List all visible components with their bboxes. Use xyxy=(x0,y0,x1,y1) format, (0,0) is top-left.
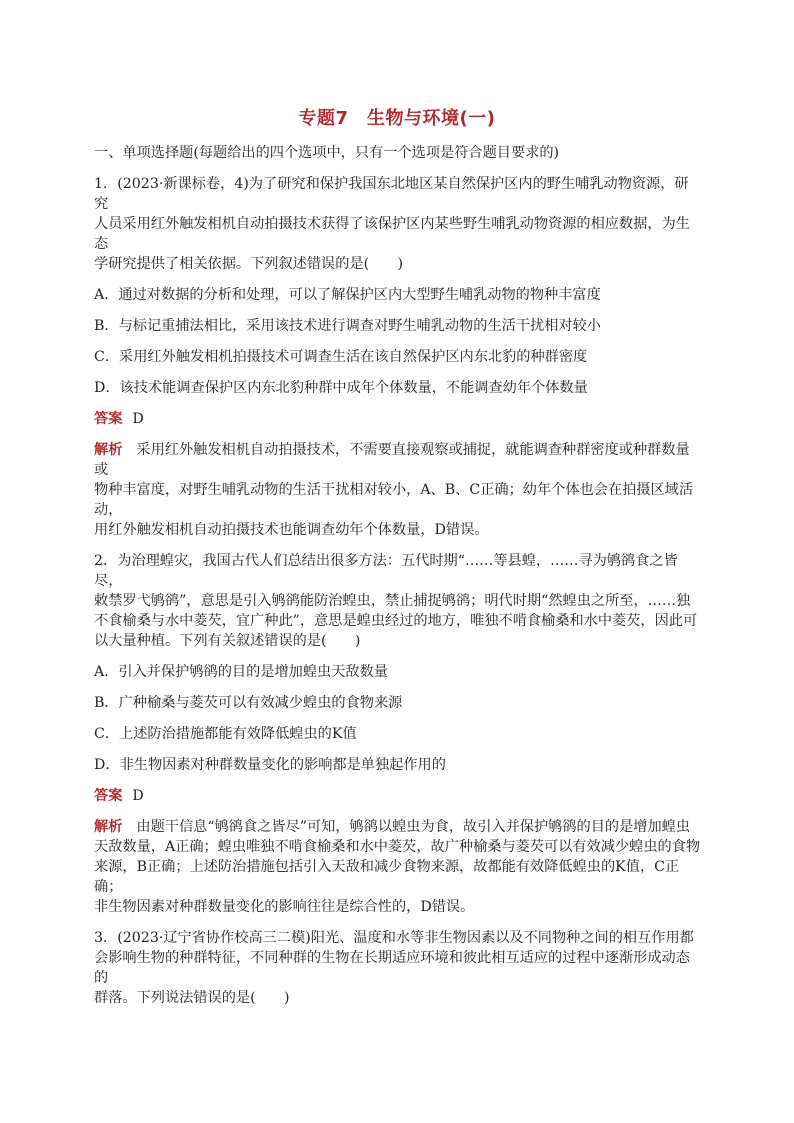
question-stem-line: 不食榆桑与水中菱芡，宜广种此”，意思是蝗虫经过的地方，唯独不啃食榆桑和水中菱芡，因此可 xyxy=(94,613,698,629)
question-3 xyxy=(94,928,702,1008)
question-1 xyxy=(94,174,702,540)
analysis-line xyxy=(94,440,702,480)
question-stem-line: 以大量种植。下列有关叙述错误的是( ) xyxy=(94,633,361,649)
answer-row xyxy=(94,786,702,806)
analysis-line: 天敌数量，A正确；蝗虫唯独不啃食榆桑和水中菱芡，故广种榆桑与菱芡可以有效减少蝗虫的食物 xyxy=(94,839,701,855)
question-2 xyxy=(94,551,702,917)
analysis-line: 用红外触发相机自动拍摄技术也能调查幼年个体数量，D错误。 xyxy=(94,522,489,538)
option-b: B．广种榆桑与菱芡可以有效减少蝗虫的食物来源 xyxy=(94,695,403,711)
question-stem-line: 人员采用红外触发相机自动拍摄技术获得了该保护区内某些野生哺乳动物资源的相应数据，为生态 xyxy=(94,216,690,252)
section-heading: 一、单项选择题(每题给出的四个选项中，只有一个选项是符合题目要求的) xyxy=(94,145,560,161)
analysis-line: 非生物因素对种群数量变化的影响往往是综合性的，D错误。 xyxy=(94,899,475,915)
option-d: D．该技术能调查保护区内东北豹种群中成年个体数量，不能调查幼年个体数量 xyxy=(94,380,588,396)
option-a: A．通过对数据的分析和处理，可以了解保护区内大型野生哺乳动物的物种丰富度 xyxy=(94,287,601,303)
option-a: A．引入并保护鸲鹆的目的是增加蝗虫天敌数量 xyxy=(94,664,388,680)
question-stem-line: 2．为治理蝗灾，我国古代人们总结出很多方法：五代时期“……等县蝗，……寻为鸲鹆食之皆尽， xyxy=(94,553,678,589)
analysis-line: 来源，B正确；上述防治措施包括引入天敌和减少食物来源，故都能有效降低蝗虫的K值，C正确； xyxy=(94,859,680,895)
analysis-label: 解析 xyxy=(94,819,123,835)
document-body xyxy=(94,143,702,1008)
answer-label: 答案 xyxy=(94,411,123,427)
page-title: 专题7 生物与环境(一) xyxy=(298,108,496,129)
analysis-text: 由题干信息“鸲鹆食之皆尽”可知，鸲鹆以蝗虫为食，故引入并保护鸲鹆的目的是增加蝗虫 xyxy=(136,819,691,835)
question-stem-line: 3．(2023·辽宁省协作校高三二模)阳光、温度和水等非生物因素以及不同物种之间的相互作用都 xyxy=(94,930,694,946)
answer-value: D xyxy=(132,411,144,427)
question-stem-line: 会影响生物的种群特征，不同种群的生物在长期适应环境和彼此相互适应的过程中逐渐形成动态的 xyxy=(94,950,690,986)
option-d: D．非生物因素对种群数量变化的影响都是单独起作用的 xyxy=(94,757,446,773)
option-b: B．与标记重捕法相比，采用该技术进行调查对野生哺乳动物的生活干扰相对较小 xyxy=(94,318,601,334)
analysis-line xyxy=(94,817,702,837)
analysis-line: 物种丰富度，对野生哺乳动物的生活干扰相对较小，A、B、C正确；幼年个体也会在拍摄区域活动， xyxy=(94,482,694,518)
answer-row xyxy=(94,409,702,429)
answer-label: 答案 xyxy=(94,788,123,804)
analysis-label: 解析 xyxy=(94,442,123,458)
question-stem-line: 学研究提供了相关依据。下列叙述错误的是( ) xyxy=(94,256,404,272)
question-stem-line: 群落。下列说法错误的是( ) xyxy=(94,990,290,1006)
answer-value: D xyxy=(132,788,144,804)
question-stem-line: 1．(2023·新课标卷，4)为了研究和保护我国东北地区某自然保护区内的野生哺乳动物资源，研究 xyxy=(94,176,689,212)
option-c: C．采用红外触发相机拍摄技术可调查生活在该自然保护区内东北豹的种群密度 xyxy=(94,349,588,365)
option-c: C．上述防治措施都能有效降低蝗虫的K值 xyxy=(94,726,357,742)
analysis-text: 采用红外触发相机自动拍摄技术，不需要直接观察或捕捉，就能调查种群密度或种群数量或 xyxy=(94,442,690,478)
question-stem-line: 敕禁罗弋鸲鹆”，意思是引入鸲鹆能防治蝗虫，禁止捕捉鸲鹆；明代时期“然蝗虫之所至，……独 xyxy=(94,593,691,609)
